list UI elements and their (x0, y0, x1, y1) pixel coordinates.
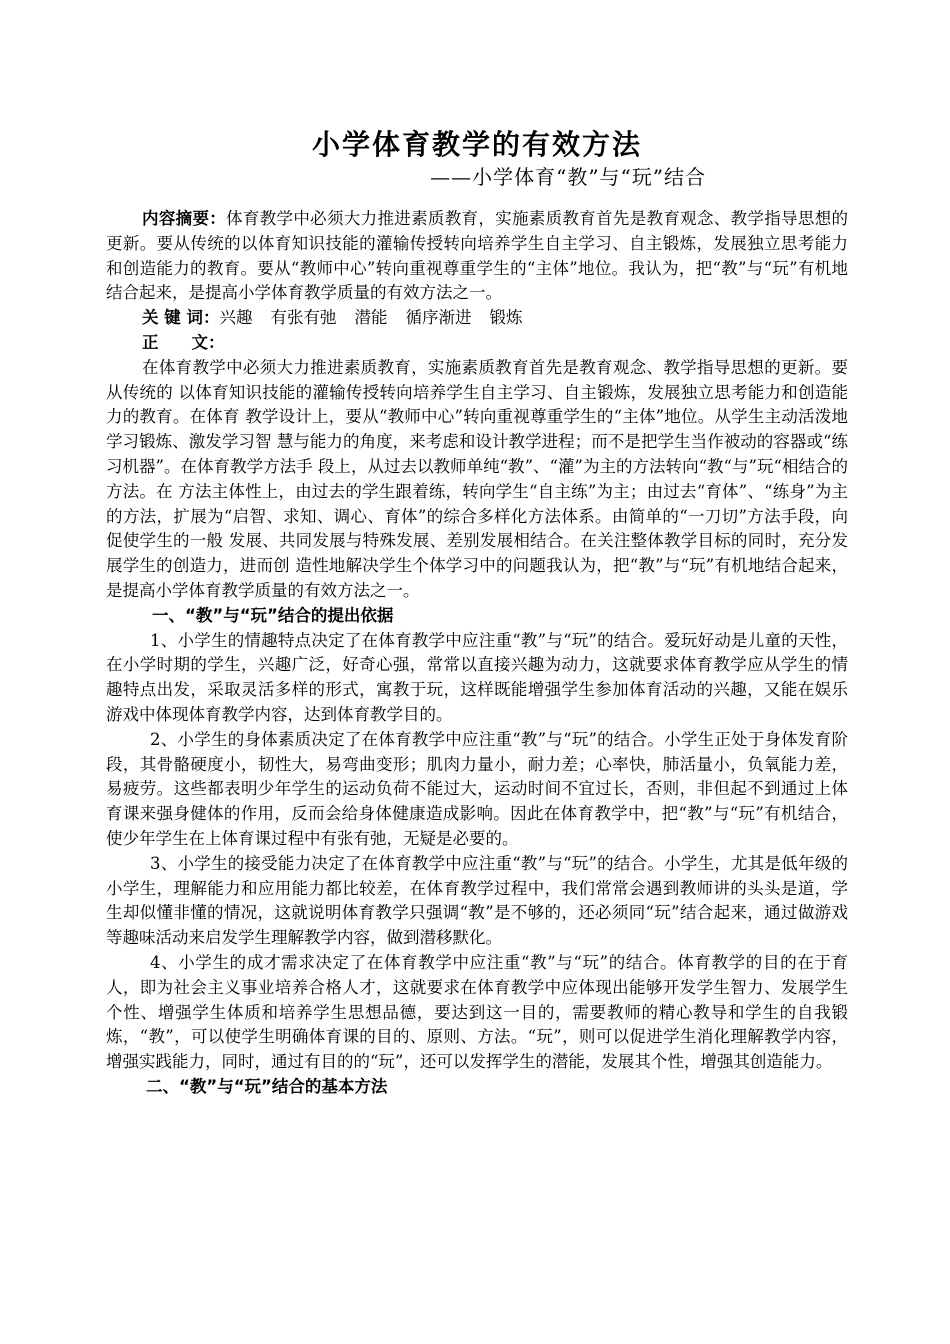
keyword: 兴趣 (219, 308, 253, 328)
keyword: 有张有弛 (270, 308, 337, 328)
body-label: 正 文： (142, 332, 225, 352)
keyword: 潜能 (354, 308, 388, 328)
document-title: 小学体育教学的有效方法 (311, 128, 642, 161)
document-subtitle: ——小学体育“教”与“玩”结合 (430, 165, 706, 189)
section1-paragraph-3: 3、小学生的接受能力决定了在体育教学中应注重“教”与“玩”的结合。小学生，尤其是低年级的小学生，理解能力和应用能力都比较差，在体育教学过程中，我们常常会遇到教师讲的头头是道，学生却似懂非懂的情况，这就说明体育教学只强调“教”是不够的，还必须同“玩”结合起来，通过做游戏等趣味活动来启发学生理解教学内容，做到潜移默化。 (106, 853, 848, 948)
keywords-label: 关 键 词： (142, 308, 220, 328)
keyword: 循序渐进 (405, 308, 472, 328)
section-heading-2: 二、“教”与“玩”结合的基本方法 (146, 1076, 388, 1096)
abstract-label: 内容摘要： (142, 209, 227, 228)
keyword: 锻炼 (489, 308, 523, 328)
section1-paragraph-4: 4、小学生的成才需求决定了在体育教学中应注重“教”与“玩”的结合。体育教学的目的在于育人，即为社会主义事业培养合格人才，这就要求在体育教学中应体现出能够开发学生智力、发展学生个性、增强学生体质和培养学生思想品德，要达到这一目的，需要教师的精心教导和学生的自我锻炼，“教”，可以使学生明确体育课的目的、原则、方法。“玩”，则可以促进学生消化理解教学内容，增强实践能力，同时，通过有目的的“玩”，还可以发挥学生的潜能，发展其个性，增强其创造能力。 (106, 952, 848, 1072)
abstract-paragraph (106, 207, 848, 306)
body-label-line (106, 331, 848, 356)
intro-paragraph: 在体育教学中必须大力推进素质教育，实施素质教育首先是教育观念、教学指导思想的更新。要从传统的 以体育知识技能的灌输传授转向培养学生自主学习、自主锻炼，发展独立思考能力和创造能力的教育。在体育 教学设计上，要从“教师中心”转向重视尊重学生的“主体”地位。从学生主动活泼地学习锻炼、激发学习智 慧与能力的角度，来考虑和设计教学进程；而不是把学生当作被动的容器或“练习机器”。在体育教学方法手 段上，从过去以教师单纯“教”、“灌”为主的方法转向“教“与”玩“相结合的方法。在 方法主体性上，由过去的学生跟着练，转向学生“自主练”为主；由过去“育体”、“练身”为主的方法，扩展为“启智、求知、调心、育体”的综合多样化方法体系。由简单的“一刀切”方法手段，向促使学生的一般 发展、共同发展与特殊发展、差别发展相结合。在关注整体教学目标的同时，充分发展学生的创造力，进而创 造性地解决学生个体学习中的问题我认为，把“教”与“玩”有机地结合起来，是提高小学体育教学质量的有效方法之一。 (106, 357, 848, 600)
document-page (106, 0, 848, 1100)
section1-paragraph-2: 2、小学生的身体素质决定了在体育教学中应注重“教”与“玩”的结合。小学生正处于身体发育阶段，其骨骼硬度小，韧性大，易弯曲变形；肌肉力量小，耐力差；心率快，肺活量小，负氧能力差，易疲劳。这些都表明少年学生的运动负荷不能过大，运动时间不宜过长，否则，非但起不到通过上体育课来强身健体的作用，反而会给身体健康造成影响。因此在体育教学中，把“教”与“玩”有机结合，使少年学生在上体育课过程中有张有弛，无疑是必要的。 (106, 729, 848, 848)
abstract-text: 体育教学中必须大力推进素质教育，实施素质教育首先是教育观念、教学指导思想的更新。要从传统的以体育知识技能的灌输传授转向培养学生自主学习、自主锻炼，发展独立思考能力和创造能力的教育。要从“教师中心”转向重视尊重学生的“主体”地位。我认为，把“教”与“玩”有机地结合起来，是提高小学体育教学质量的有效方法之一。 (106, 209, 849, 303)
keywords-line (106, 306, 848, 331)
section1-paragraph-1: 1、小学生的情趣特点决定了在体育教学中应注重“教”与“玩”的结合。爱玩好动是儿童的天性，在小学时期的学生，兴趣广泛，好奇心强，常常以直接兴趣为动力，这就要求体育教学应从学生的情趣特点出发，采取灵活多样的形式，寓教于玩，这样既能增强学生参加体育活动的兴趣，又能在娱乐游戏中体现体育教学内容，达到体育教学目的。 (106, 630, 848, 724)
section-heading-1: 一、“教”与“玩”结合的提出依据 (152, 605, 394, 625)
